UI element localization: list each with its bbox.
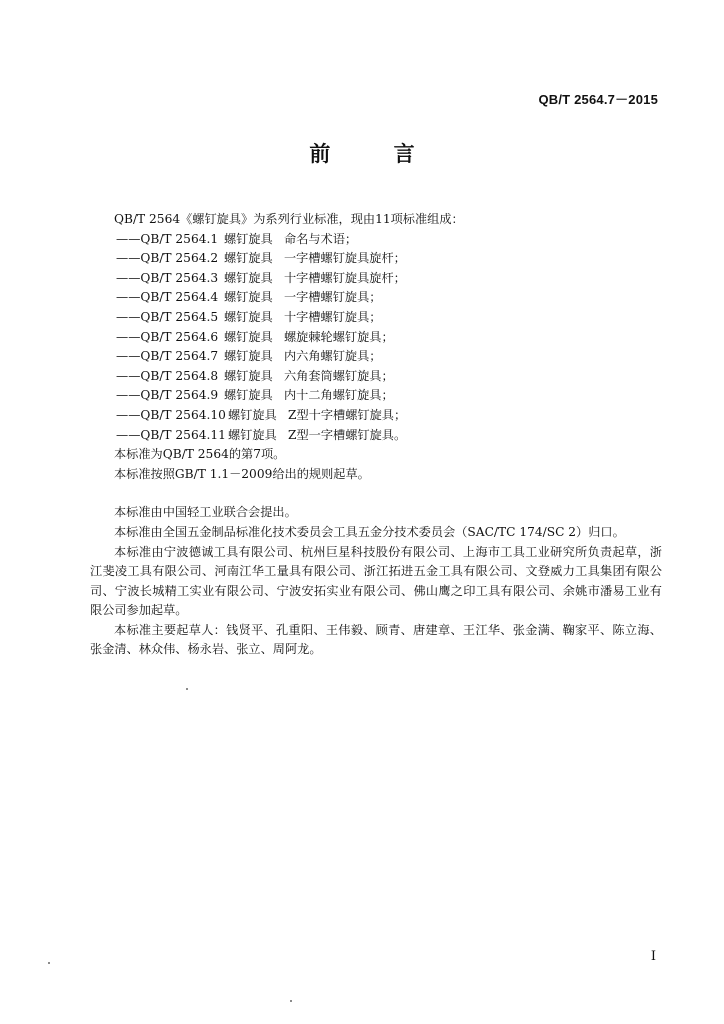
part-code: ——QB/T 2564.7 (116, 349, 219, 364)
part-group: 螺钉旋具 (228, 407, 277, 422)
part-group: 螺钉旋具 (224, 251, 273, 266)
parts-list (90, 230, 662, 446)
list-item (90, 347, 662, 367)
part-code: ——QB/T 2564.8 (116, 368, 219, 383)
intro-paragraph: QB/T 2564《螺钉旋具》为系列行业标准，现由11项标准组成： (114, 212, 464, 226)
part-group: 螺钉旋具 (224, 290, 273, 305)
part-name: 十字槽螺钉旋具旋杆； (284, 270, 406, 285)
part-name: 内六角螺钉旋具； (284, 349, 382, 364)
list-item (90, 249, 662, 269)
scan-speck (290, 1000, 292, 1002)
part-group: 螺钉旋具 (224, 270, 273, 285)
part-group: 螺钉旋具 (228, 427, 277, 442)
scan-speck (186, 688, 188, 690)
list-item (90, 230, 662, 250)
part-name: 内十二角螺钉旋具； (284, 388, 394, 403)
part-group: 螺钉旋具 (224, 368, 273, 383)
part-code: ——QB/T 2564.1 (116, 231, 219, 246)
page-title: 前 言 (309, 142, 443, 166)
list-item (90, 308, 662, 328)
part-name: 一字槽螺钉旋具； (284, 290, 382, 305)
list-item (90, 386, 662, 406)
main-drafters: 本标准主要起草人：钱贤平、孔重阳、王伟毅、顾青、唐建章、王江华、张金满、鞠家平、陈立海、张金清、林众伟、杨永岩、张立、周阿龙。 (90, 622, 662, 657)
standard-code-header: QB/T 2564.7－2015 (538, 92, 658, 107)
proposed-by: 本标准由中国轻工业联合会提出。 (114, 505, 297, 520)
managed-by: 本标准由全国五金制品标准化技术委员会工具五金分技术委员会（SAC/TC 174/SC 2）归口。 (114, 524, 625, 539)
part-group: 螺钉旋具 (224, 231, 273, 246)
part-code: ——QB/T 2564.6 (116, 329, 219, 344)
part-name: 命名与术语； (284, 231, 358, 246)
part-name: 六角套筒螺钉旋具； (284, 368, 394, 383)
part-code: ——QB/T 2564.3 (116, 270, 219, 285)
part-code: ——QB/T 2564.9 (116, 388, 219, 403)
part-code: ——QB/T 2564.2 (116, 251, 219, 266)
part-statement: 本标准为QB/T 2564的第7项。 (114, 447, 286, 462)
part-group: 螺钉旋具 (224, 388, 273, 403)
list-item (90, 269, 662, 289)
part-group: 螺钉旋具 (224, 329, 273, 344)
drafting-rule: 本标准按照GB/T 1.1－2009给出的规则起草。 (114, 466, 370, 481)
scan-speck (48, 962, 50, 964)
list-item (90, 367, 662, 387)
page-number: I (650, 949, 656, 964)
part-code: ——QB/T 2564.4 (116, 290, 219, 305)
part-group: 螺钉旋具 (224, 309, 273, 324)
responsible-units: 本标准由宁波德诚工具有限公司、杭州巨星科技股份有限公司、上海市工具工业研究所负责起草，浙江斐凌工具有限公司、河南江华工量具有限公司、浙江拓进五金工具有限公司、文登威力工具集团有限公司、宁波长城精工实业有限公司、宁波安拓实业有限公司、佛山鹰之印工具有限公司、余姚市潘易工业有限公司参加起草。 (90, 544, 662, 618)
paragraph-gap (90, 484, 662, 503)
list-item (90, 426, 662, 446)
list-item (90, 288, 662, 308)
part-code: ——QB/T 2564.5 (116, 309, 219, 324)
list-item (90, 328, 662, 348)
part-code: ——QB/T 2564.10 (116, 407, 226, 422)
part-name: Z型一字槽螺钉旋具。 (288, 427, 407, 442)
part-group: 螺钉旋具 (224, 349, 273, 364)
foreword-body (90, 210, 662, 660)
list-item (90, 406, 662, 426)
part-name: 螺旋棘轮螺钉旋具； (284, 329, 394, 344)
part-code: ——QB/T 2564.11 (116, 427, 226, 442)
part-name: Z型十字槽螺钉旋具； (288, 407, 407, 422)
part-name: 十字槽螺钉旋具； (284, 309, 382, 324)
part-name: 一字槽螺钉旋具旋杆； (284, 251, 406, 266)
